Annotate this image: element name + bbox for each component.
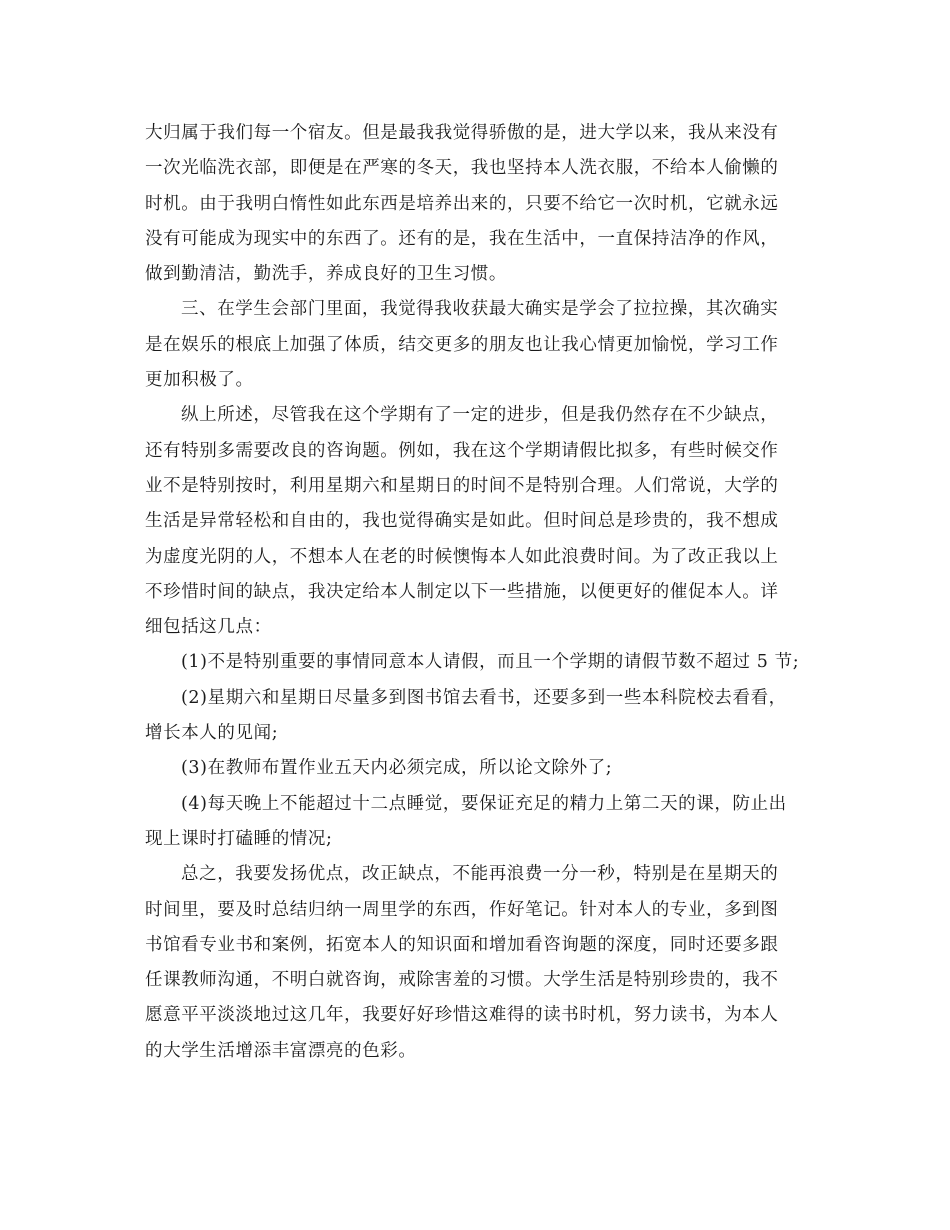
- document-body: [145, 116, 813, 1069]
- text-line: 生活是异常轻松和自由的，我也觉得确实是如此。但时间总是珍贵的，我不想成: [145, 511, 779, 532]
- text-line: 的大学生活增添丰富漂亮的色彩。: [145, 1040, 417, 1061]
- text-line: 书馆看专业书和案例，拓宽本人的知识面和增加看咨询题的深度，同时还要多跟: [145, 934, 779, 955]
- text-line: 现上课时打磕睡的情况;: [145, 828, 333, 849]
- text-line: 纵上所述，尽管我在这个学期有了一定的进步，但是我仍然存在不少缺点，: [181, 405, 779, 426]
- text-line: 还有特别多需要改良的咨询题。例如，我在这个学期请假比拟多，有些时候交作: [145, 440, 779, 461]
- text-line: 更加积极了。: [145, 370, 254, 391]
- text-line: 做到勤清洁，勤洗手，养成良好的卫生习惯。: [145, 264, 507, 285]
- text-line: 增长本人的见闻;: [145, 723, 279, 744]
- text-line: 时机。由于我明白惰性如此东西是培养出来的，只要不给它一次时机，它就永远: [145, 193, 779, 214]
- text-line: 细包括这几点：: [145, 617, 272, 638]
- text-line: 时间里，要及时总结归纳一周里学的东西，作好笔记。针对本人的专业，多到图: [145, 899, 779, 920]
- text-line: 为虚度光阴的人，不想本人在老的时候懊悔本人如此浪费时间。为了改正我以上: [145, 546, 779, 567]
- text-line: 是在娱乐的根底上加强了体质，结交更多的朋友也让我心情更加愉悦，学习工作: [145, 334, 779, 355]
- text-line: 大归属于我们每一个宿友。但是最我我觉得骄傲的是，进大学以来，我从来没有: [145, 123, 779, 143]
- text-line: 总之，我要发扬优点，改正缺点，不能再浪费一分一秒，特别是在星期天的: [181, 864, 779, 885]
- text-line: (2)星期六和星期日尽量多到图书馆去看书，还要多到一些本科院校去看看，: [181, 687, 787, 708]
- text-line: 任课教师沟通，不明白就咨询，戒除害羞的习惯。大学生活是特别珍贵的，我不: [145, 970, 779, 991]
- text-line: (1)不是特别重要的事情同意本人请假，而且一个学期的请假节数不超过 5 节;: [181, 652, 800, 673]
- text-line: 一次光临洗衣部，即便是在严寒的冬天，我也坚持本人洗衣服，不给本人偷懒的: [145, 158, 779, 179]
- text-line: (4)每天晚上不能超过十二点睡觉，要保证充足的精力上第二天的课，防止出: [181, 793, 787, 814]
- text-line: 没有可能成为现实中的东西了。还有的是，我在生活中，一直保持洁净的作风，: [145, 228, 779, 249]
- text-line: 三、在学生会部门里面，我觉得我收获最大确实是学会了拉拉操，其次确实: [181, 299, 779, 320]
- text-line: 不珍惜时间的缺点，我决定给本人制定以下一些措施，以便更好的催促本人。详: [145, 581, 779, 602]
- text-line: (3)在教师布置作业五天内必须完成，所以论文除外了;: [181, 758, 613, 779]
- text-line: 愿意平平淡淡地过这几年，我要好好珍惜这难得的读书时机，努力读书，为本人: [145, 1005, 779, 1026]
- text-line: 业不是特别按时，利用星期六和星期日的时间不是特别合理。人们常说，大学的: [145, 475, 779, 496]
